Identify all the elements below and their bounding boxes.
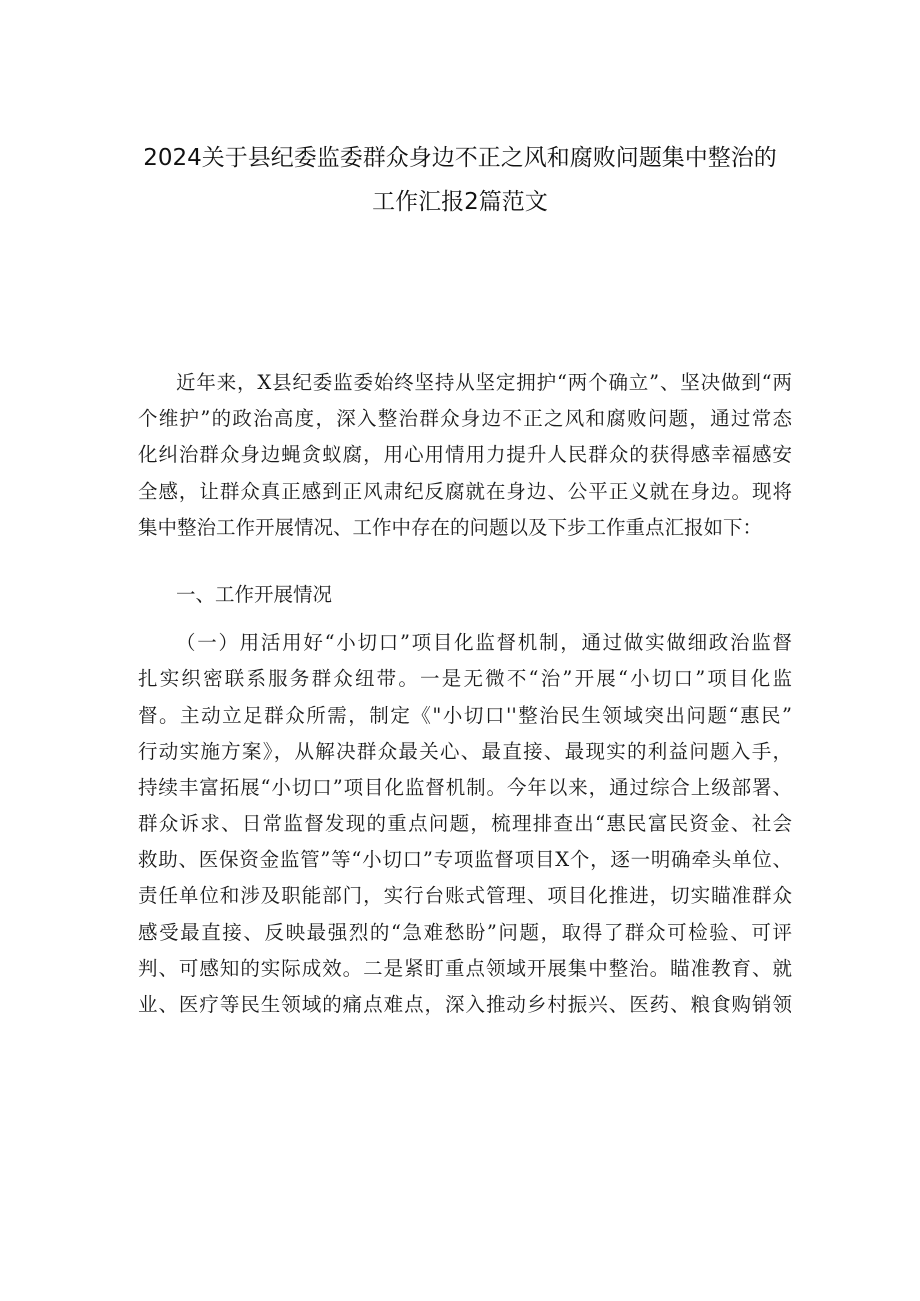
paragraph-line: 全感，让群众真正感到正风肃纪反腐就在身边、公平正义就在身边。现将 [138, 479, 792, 503]
paragraph-line: 个维护”的政治高度，深入整治群众身边不正之风和腐败问题，通过常态 [138, 407, 792, 431]
document-title [100, 136, 820, 224]
paragraph-line: （一）用活用好“小切口”项目化监督机制，通过做实做细政治监督 [176, 631, 792, 655]
paragraph-line: 持续丰富拓展“小切口”项目化监督机制。今年以来，通过综合上级部署、 [138, 775, 792, 799]
paragraph-line: 化纠治群众身边蝇贪蚁腐，用心用情用力提升人民群众的获得感幸福感安 [138, 443, 792, 467]
paragraph-line: 督。主动立足群众所需，制定《"小切口''整治民生领域突出问题“惠民” [138, 703, 792, 727]
section-heading: 一、工作开展情况 [176, 582, 333, 606]
paragraph-line: 感受最直接、反映最强烈的“急难愁盼”问题，取得了群众可检验、可评 [138, 920, 792, 944]
paragraph-line: 责任单位和涉及职能部门，实行台账式管理、项目化推进，切实瞄准群众 [138, 884, 792, 908]
paragraph-intro [138, 365, 792, 546]
paragraph-line: 判、可感知的实际成效。二是紧盯重点领域开展集中整治。瞄准教育、就 [138, 956, 792, 980]
paragraph-line: 近年来，X县纪委监委始终坚持从坚定拥护“两个确立”、坚决做到“两 [176, 371, 792, 394]
paragraph-line: 扎实织密联系服务群众纽带。一是无微不“治”开展“小切口”项目化监 [138, 667, 792, 691]
document-body [138, 365, 792, 1023]
paragraph-line: 集中整治工作开展情况、工作中存在的问题以及下步工作重点汇报如下： [138, 515, 763, 539]
paragraph-work-progress [138, 625, 792, 1023]
title-line-1: 2024关于县纪委监委群众身边不正之风和腐败问题集中整治的 [143, 145, 777, 171]
paragraph-line: 救助、医保资金监管”等“小切口”专项监督项目X个，逐一明确牵头单位、 [138, 848, 792, 872]
title-line-2: 工作汇报2篇范文 [372, 189, 548, 215]
paragraph-line: 行动实施方案》，从解决群众最关心、最直接、最现实的利益问题入手， [138, 739, 792, 763]
paragraph-line: 业、医疗等民生领域的痛点难点，深入推动乡村振兴、医药、粮食购销领 [138, 993, 792, 1016]
paragraph-line: 群众诉求、日常监督发现的重点问题，梳理排查出“惠民富民资金、社会 [138, 812, 792, 836]
